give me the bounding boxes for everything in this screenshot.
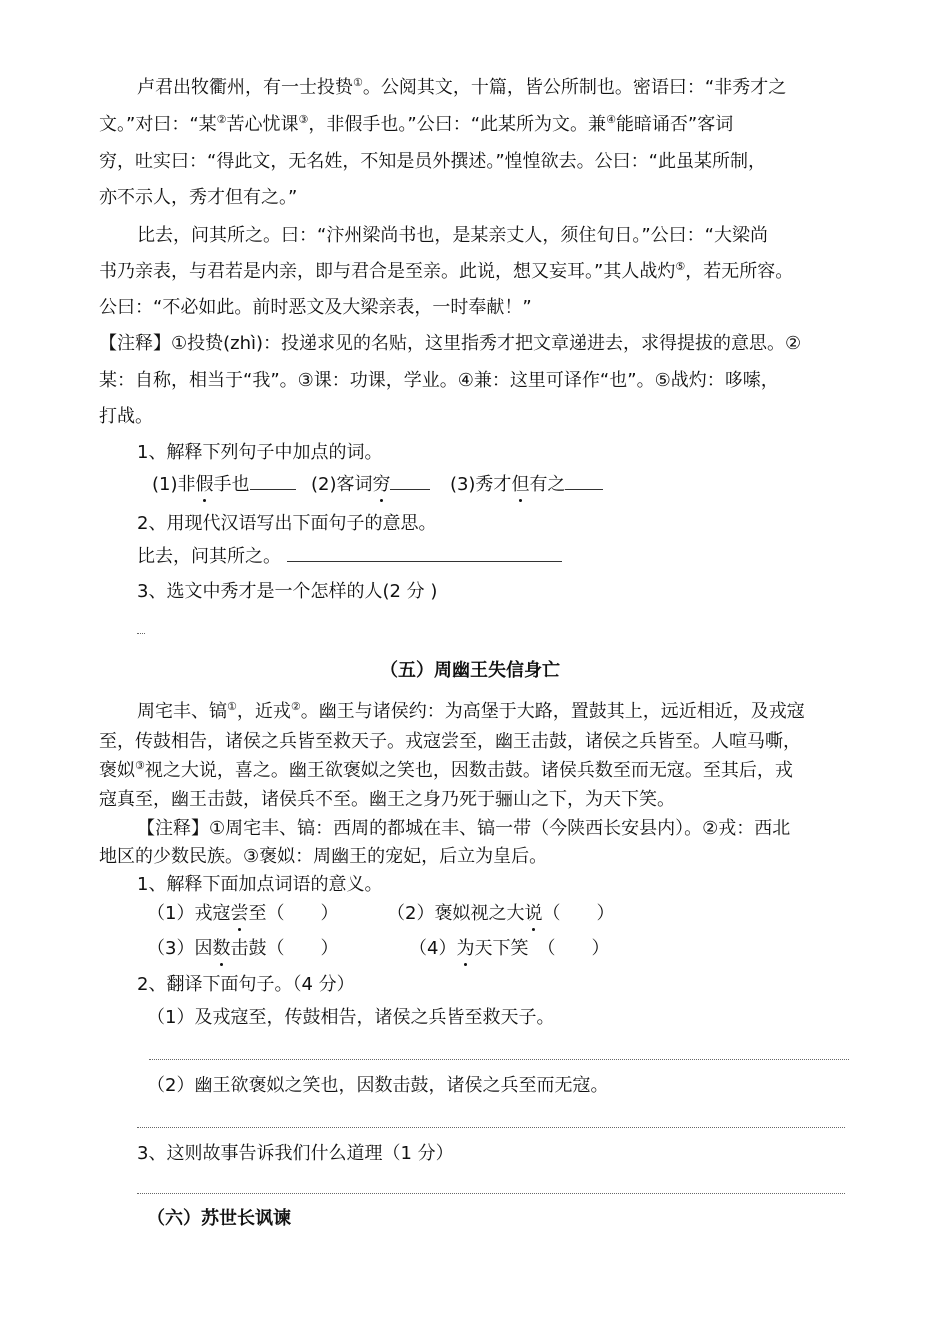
annotation-line: 某：自称，相当于“我”。③课：功课，学业。④兼：这里可译作“也”。⑤战灼：哆嗦，: [99, 370, 779, 391]
dotted-char: 尝: [230, 903, 249, 924]
question-1: 1、解释下列句子中加点的词。: [137, 442, 383, 463]
question-3: 3、选文中秀才是一个怎样的人(2 分 ): [137, 581, 438, 602]
answer-blank[interactable]: [565, 489, 603, 490]
answer-line[interactable]: [149, 1059, 849, 1060]
passage-line: 穷，吐实曰：“得此文，无名姓，不知是员外撰述。”惶惶欲去。公曰：“此虽某所制，: [99, 151, 766, 172]
dotted-char: 穷: [372, 474, 391, 495]
footnote-marker: ①: [353, 76, 363, 89]
footnote-marker: ②: [290, 700, 301, 713]
annotation-line: 【注释】①周宅丰、镐：西周的都城在丰、镐一带（今陕西长安县内）。②戎：西北: [137, 818, 791, 839]
question-3: 3、这则故事告诉我们什么道理（1 分）: [137, 1143, 454, 1164]
passage-line: 褒姒③视之大说，喜之。幽王欲褒姒之笑也，因数击鼓。诸侯兵数至而无寇。至其后，戎: [99, 759, 793, 781]
answer-blank[interactable]: [250, 489, 296, 490]
annotation-line: 打战。: [99, 406, 153, 427]
answer-line[interactable]: [137, 1193, 845, 1194]
footnote-marker: ④: [606, 113, 616, 126]
passage-line: 周宅丰、镐①，近戎②。幽王与诸侯约：为高堡于大路，置鼓其上，远近相近，及戎寇: [137, 700, 805, 722]
passage-line: 卢君出牧衢州，有一士投贽①。公阅其文，十篇，皆公所制也。密语曰：“非秀才之: [137, 76, 787, 98]
question-1-item: （3）因数击鼓（ ）: [147, 938, 339, 959]
passage-line: 文。”对曰：“某②苦心忧课③，非假手也。”公曰：“此某所为文。兼④能暗诵否”客词: [99, 113, 734, 135]
footnote-marker: ⑤: [675, 260, 686, 273]
passage-line: 书乃亲表，与君若是内亲，即与君合是至亲。此说，想又妄耳。”其人战灼⑤，若无所容。: [99, 260, 794, 282]
question-1-item: （2）褒姒视之大说（ ）: [387, 903, 615, 924]
footnote-marker: ②: [216, 113, 227, 126]
footnote-marker: ①: [227, 700, 237, 713]
footnote-marker: ③: [298, 113, 309, 126]
question-1-item: （1）戎寇尝至（ ）: [147, 903, 339, 924]
passage-line: 亦不示人，秀才但有之。”: [99, 187, 298, 208]
footnote-marker: ③: [135, 759, 145, 772]
annotation-line: 【注释】①投贽(zhì)：投递求见的名贴，这里指秀才把文章递进去，求得提拔的意思。②: [99, 333, 802, 354]
question-1-item: （4）为天下笑 （ ）: [409, 938, 610, 959]
question-1-items: (1)非假手也 (2)客词穷 (3)秀才但有之: [152, 473, 603, 497]
dotted-char: 数: [212, 938, 231, 959]
dotted-char: 为: [456, 938, 475, 959]
section-title: （五）周幽王失信身亡: [380, 660, 560, 681]
dotted-char: 假: [195, 474, 214, 495]
answer-blank[interactable]: [287, 561, 562, 562]
dotted-char: 但: [511, 474, 530, 495]
passage-line: 至，传鼓相告，诸侯之兵皆至救天子。戎寇尝至，幽王击鼓，诸侯之兵皆至。人喧马嘶，: [99, 731, 801, 752]
question-1: 1、解释下面加点词语的意义。: [137, 874, 383, 895]
answer-line[interactable]: [137, 633, 145, 634]
passage-line: 公曰：“不必如此。前时恶文及大梁亲表，一时奉献！”: [99, 297, 532, 318]
question-2-sentence-1: （1）及戎寇至，传鼓相告，诸侯之兵皆至救天子。: [147, 1007, 555, 1028]
question-2-sentence: 比去，问其所之。: [137, 545, 562, 569]
passage-line: 比去，问其所之。曰：“汴州梁尚书也，是某亲丈人，须住旬日。”公曰：“大梁尚: [137, 225, 768, 246]
question-2: 2、翻译下面句子。（4 分）: [137, 974, 355, 995]
section-title: （六）苏世长讽谏: [147, 1208, 291, 1229]
passage-line: 寇真至，幽王击鼓，诸侯兵不至。幽王之身乃死于骊山之下，为天下笑。: [99, 789, 675, 810]
answer-line[interactable]: [137, 1127, 845, 1128]
answer-blank[interactable]: [390, 489, 430, 490]
question-2: 2、用现代汉语写出下面句子的意思。: [137, 513, 437, 534]
annotation-line: 地区的少数民族。③褒姒：周幽王的宠妃，后立为皇后。: [99, 846, 548, 867]
question-2-sentence-2: （2）幽王欲褒姒之笑也，因数击鼓，诸侯之兵至而无寇。: [147, 1075, 609, 1096]
dotted-char: 说: [524, 903, 543, 924]
